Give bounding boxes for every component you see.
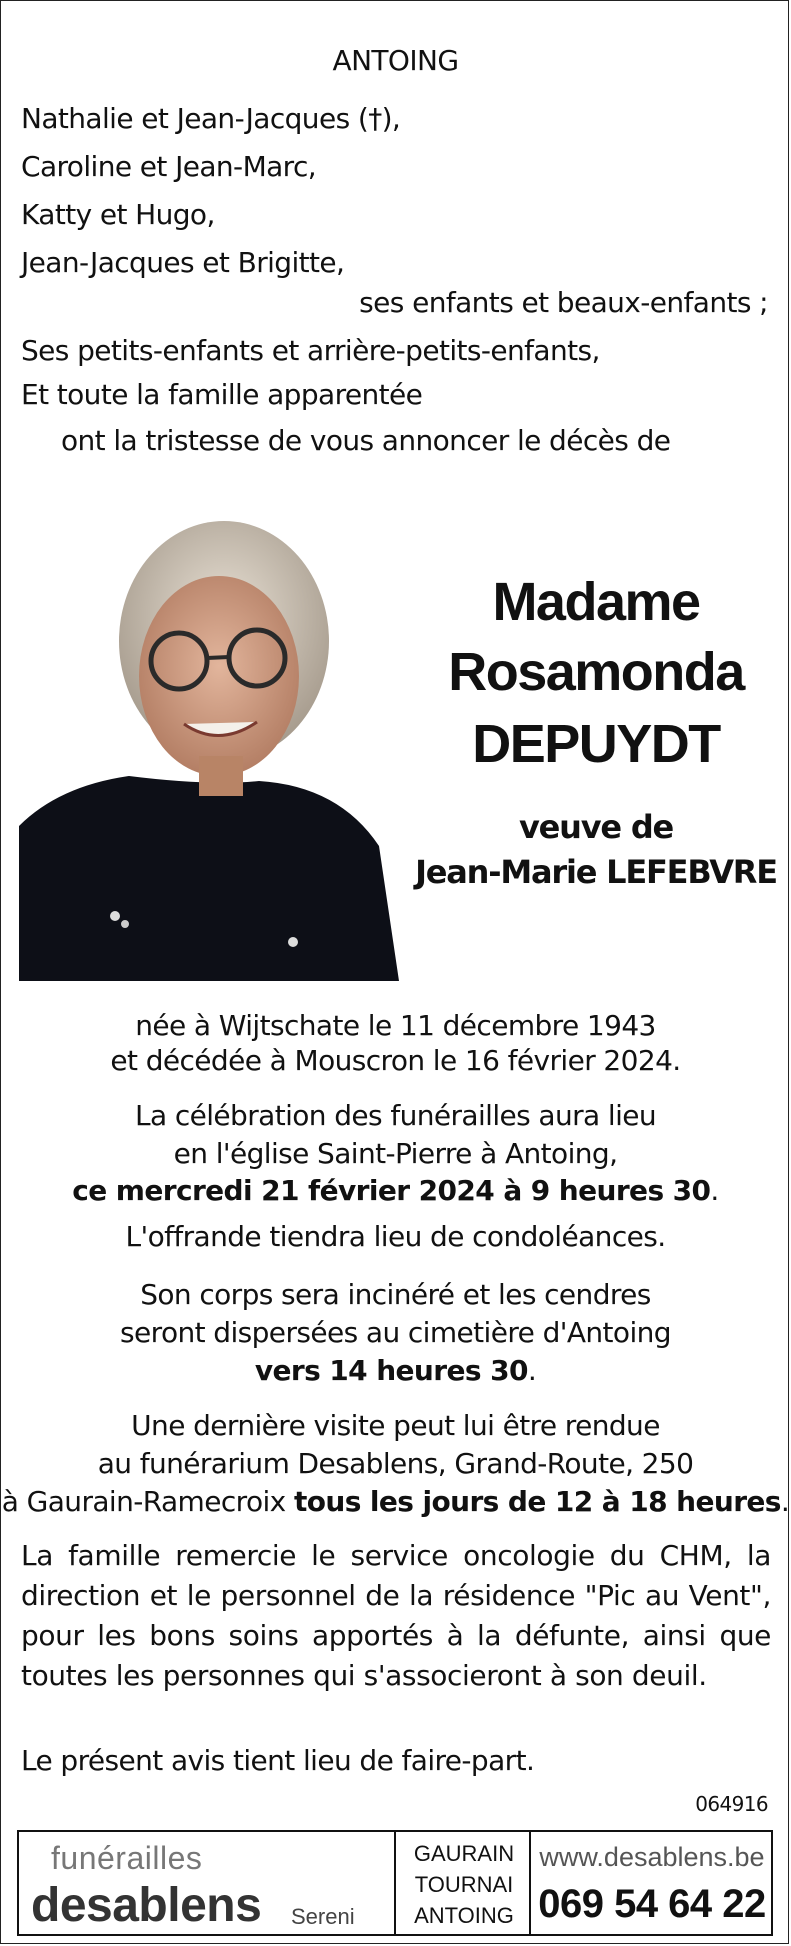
family-line: ses enfants et beaux-enfants ; — [359, 286, 768, 319]
brand-logo-text: desablens — [31, 1879, 262, 1932]
thanks-paragraph: La famille remercie le service oncologie du CHM, la direction et le personnel de la résidence "Pic au Vent", pour les bons soins apportés à la défunte, ainsi que toutes les personnes qui s'associeront à son deuil. — [21, 1539, 771, 1692]
punctuation: . — [527, 1354, 537, 1387]
spouse-name: Jean-Marie LEFEBVRE — [415, 853, 777, 891]
funeral-line: en l'église Saint-Pierre à Antoing, — [173, 1137, 618, 1170]
cremation-line: Son corps sera incinéré et les cendres — [140, 1278, 651, 1311]
town: TOURNAI — [414, 1872, 514, 1897]
punctuation: . — [710, 1174, 719, 1207]
deceased-first-name: Rosamonda — [448, 642, 744, 702]
funeral-time: ce mercredi 21 février 2024 à 9 heures 30 — [72, 1174, 711, 1207]
visit-place: à Gaurain-Ramecroix — [1, 1485, 294, 1518]
family-line: Jean-Jacques et Brigitte, — [21, 246, 345, 279]
visit-line: au funérarium Desablens, Grand-Route, 250 — [97, 1447, 694, 1480]
deceased-title: Madame — [492, 572, 700, 632]
phone-number[interactable]: 069 54 64 22 — [538, 1882, 766, 1926]
punctuation: . — [780, 1485, 790, 1518]
brand-sub-text: Sereni — [291, 1904, 355, 1929]
town: ANTOING — [414, 1903, 514, 1928]
family-line: Nathalie et Jean-Jacques (†), — [21, 102, 401, 135]
cremation-line: seront dispersées au cimetière d'Antoing — [120, 1316, 671, 1349]
funeral-line: La célébration des funérailles aura lieu — [134, 1099, 657, 1132]
family-line: Ses petits-enfants et arrière-petits-enfants, — [21, 334, 600, 367]
family-line: Caroline et Jean-Marc, — [21, 150, 317, 183]
birth-line: née à Wijtschate le 11 décembre 1943 — [135, 1009, 656, 1042]
funeral-home-footer — [17, 1830, 773, 1936]
offering-line: L'offrande tiendra lieu de condoléances. — [125, 1220, 666, 1253]
visit-line: Une dernière visite peut lui être rendue — [131, 1409, 660, 1442]
location-heading: ANTOING — [332, 44, 459, 77]
deceased-last-name: DEPUYDT — [472, 714, 720, 774]
announcement-line: ont la tristesse de vous annoncer le décès de — [61, 424, 671, 457]
funeral-time-line — [1, 1171, 790, 1211]
widow-of-label: veuve de — [518, 808, 674, 846]
brand-top-text: funérailles — [51, 1840, 203, 1876]
notice-line: Le présent avis tient lieu de faire-part. — [21, 1744, 535, 1777]
portrait-photo — [19, 486, 399, 981]
family-line: Katty et Hugo, — [21, 198, 215, 231]
death-line: et décédée à Mouscron le 16 février 2024. — [110, 1044, 681, 1077]
divider — [394, 1832, 396, 1934]
reference-number: 064916 — [695, 1792, 768, 1816]
website-link[interactable]: www.desablens.be — [539, 1842, 765, 1872]
town-list — [399, 1838, 529, 1931]
family-line: Et toute la famille apparentée — [21, 378, 423, 411]
cremation-time: vers 14 heures 30 — [254, 1354, 528, 1387]
visit-hours-line — [1, 1482, 790, 1522]
cremation-time-line — [1, 1351, 790, 1391]
visit-hours: tous les jours de 12 à 18 heures — [293, 1485, 781, 1518]
town: GAURAIN — [413, 1841, 515, 1866]
